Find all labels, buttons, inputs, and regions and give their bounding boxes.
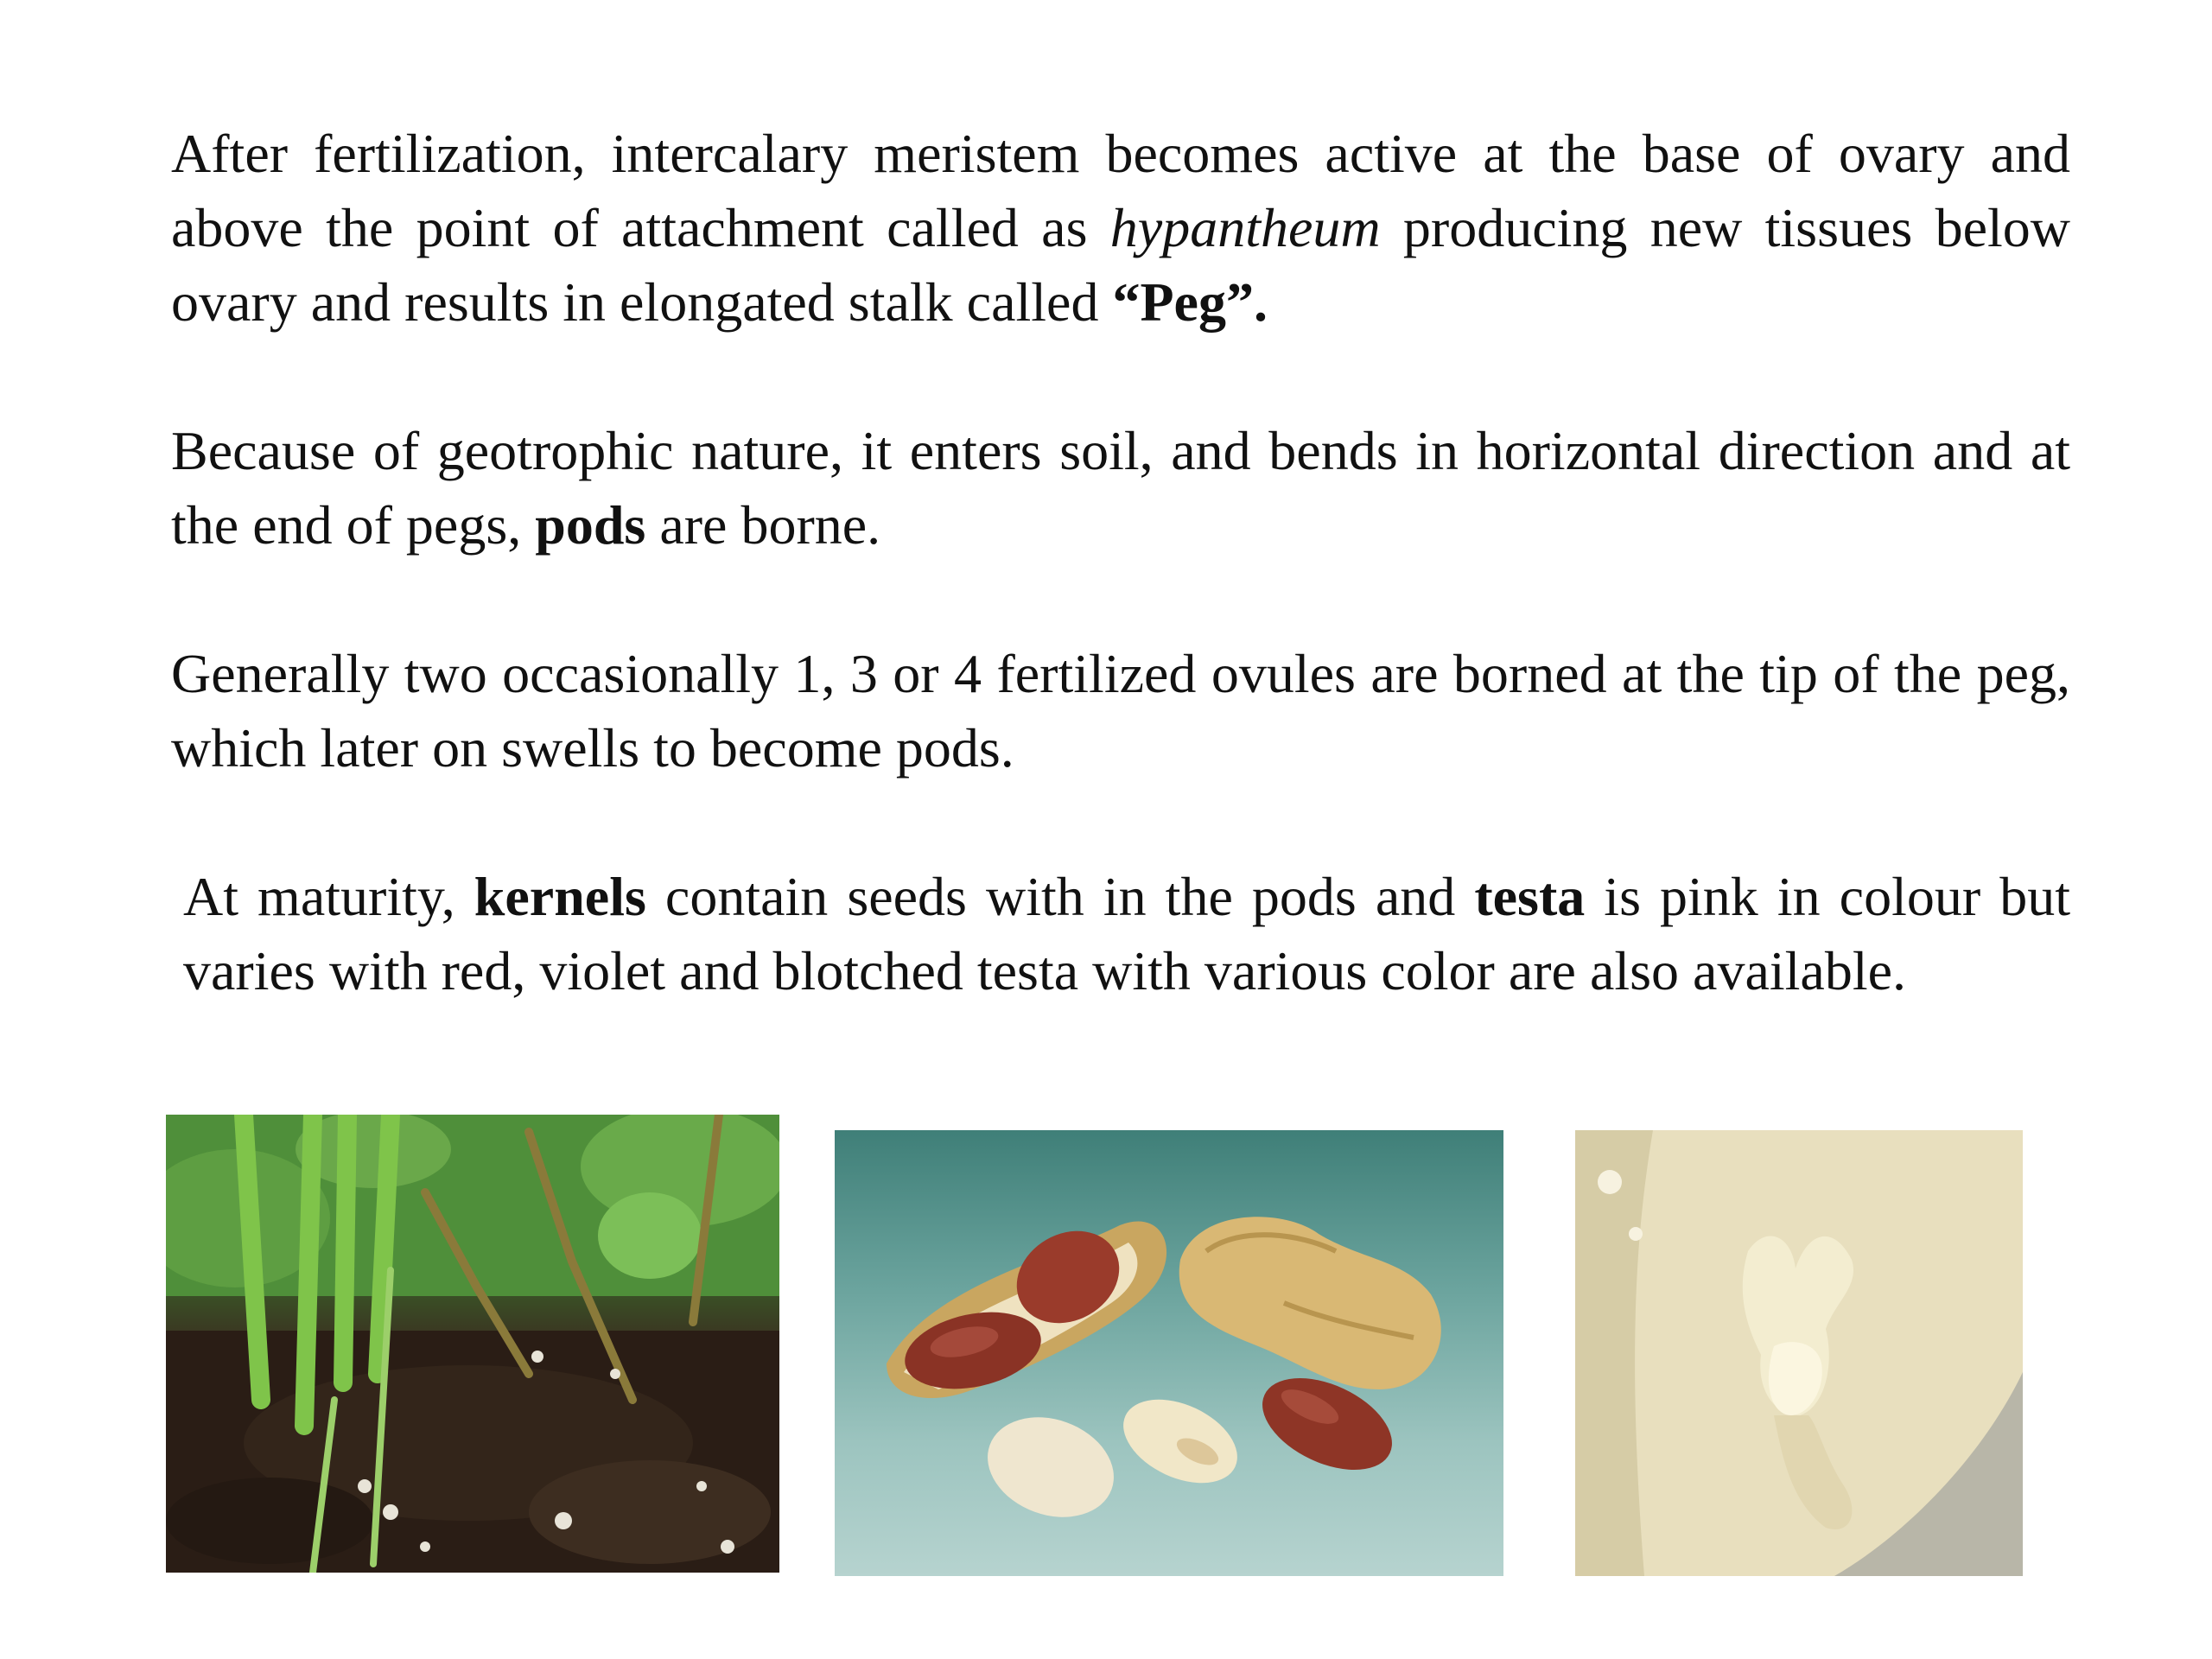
photo-peanut-pods-illustration bbox=[835, 1130, 1503, 1576]
term-kernels: kernels bbox=[474, 866, 646, 927]
photo-peanut-pods bbox=[835, 1130, 1503, 1576]
photo-peanut-pegs-illustration bbox=[166, 1115, 779, 1573]
paragraph-geotrophic-text-2: are borne. bbox=[645, 494, 881, 556]
paragraph-peg bbox=[171, 117, 2070, 340]
term-testa: testa bbox=[1474, 866, 1586, 927]
photo-peanut-embryo-illustration bbox=[1575, 1130, 2023, 1576]
paragraph-ovules: Generally two occasionally 1, 3 or 4 fertilized ovules are borned at the tip of the peg, which later on swells to become pods. bbox=[171, 643, 2070, 779]
photo-peanut-embryo bbox=[1575, 1130, 2023, 1576]
photo-peanut-pegs bbox=[166, 1115, 779, 1573]
term-hypantheum: hypantheum bbox=[1109, 197, 1381, 258]
text-body bbox=[171, 117, 2070, 1083]
paragraph-geotrophic-text-1: Because of geotrophic nature, it enters soil, and bends in horizontal direction and at the end of pegs, bbox=[171, 420, 2070, 556]
paragraph-maturity-text-2: contain seeds with in the pods and bbox=[645, 866, 1475, 927]
paragraph-maturity-text-1: At maturity, bbox=[183, 866, 474, 927]
term-pods: pods bbox=[535, 494, 646, 556]
paragraph-peg-text-1: After fertilization, intercalary meristem becomes active at the base of ovary and above the point of attachment called as bbox=[171, 123, 2070, 258]
term-peg: “Peg”. bbox=[1112, 271, 1268, 333]
paragraph-maturity-text-3: is pink in colour but varies with red, violet and blotched testa with various color are also available. bbox=[183, 866, 2071, 1001]
paragraph-maturity bbox=[171, 860, 2070, 1008]
paragraph-peg-text-2: producing new tissues below ovary and results in elongated stalk called bbox=[171, 197, 2071, 333]
paragraph-geotrophic bbox=[171, 414, 2070, 563]
